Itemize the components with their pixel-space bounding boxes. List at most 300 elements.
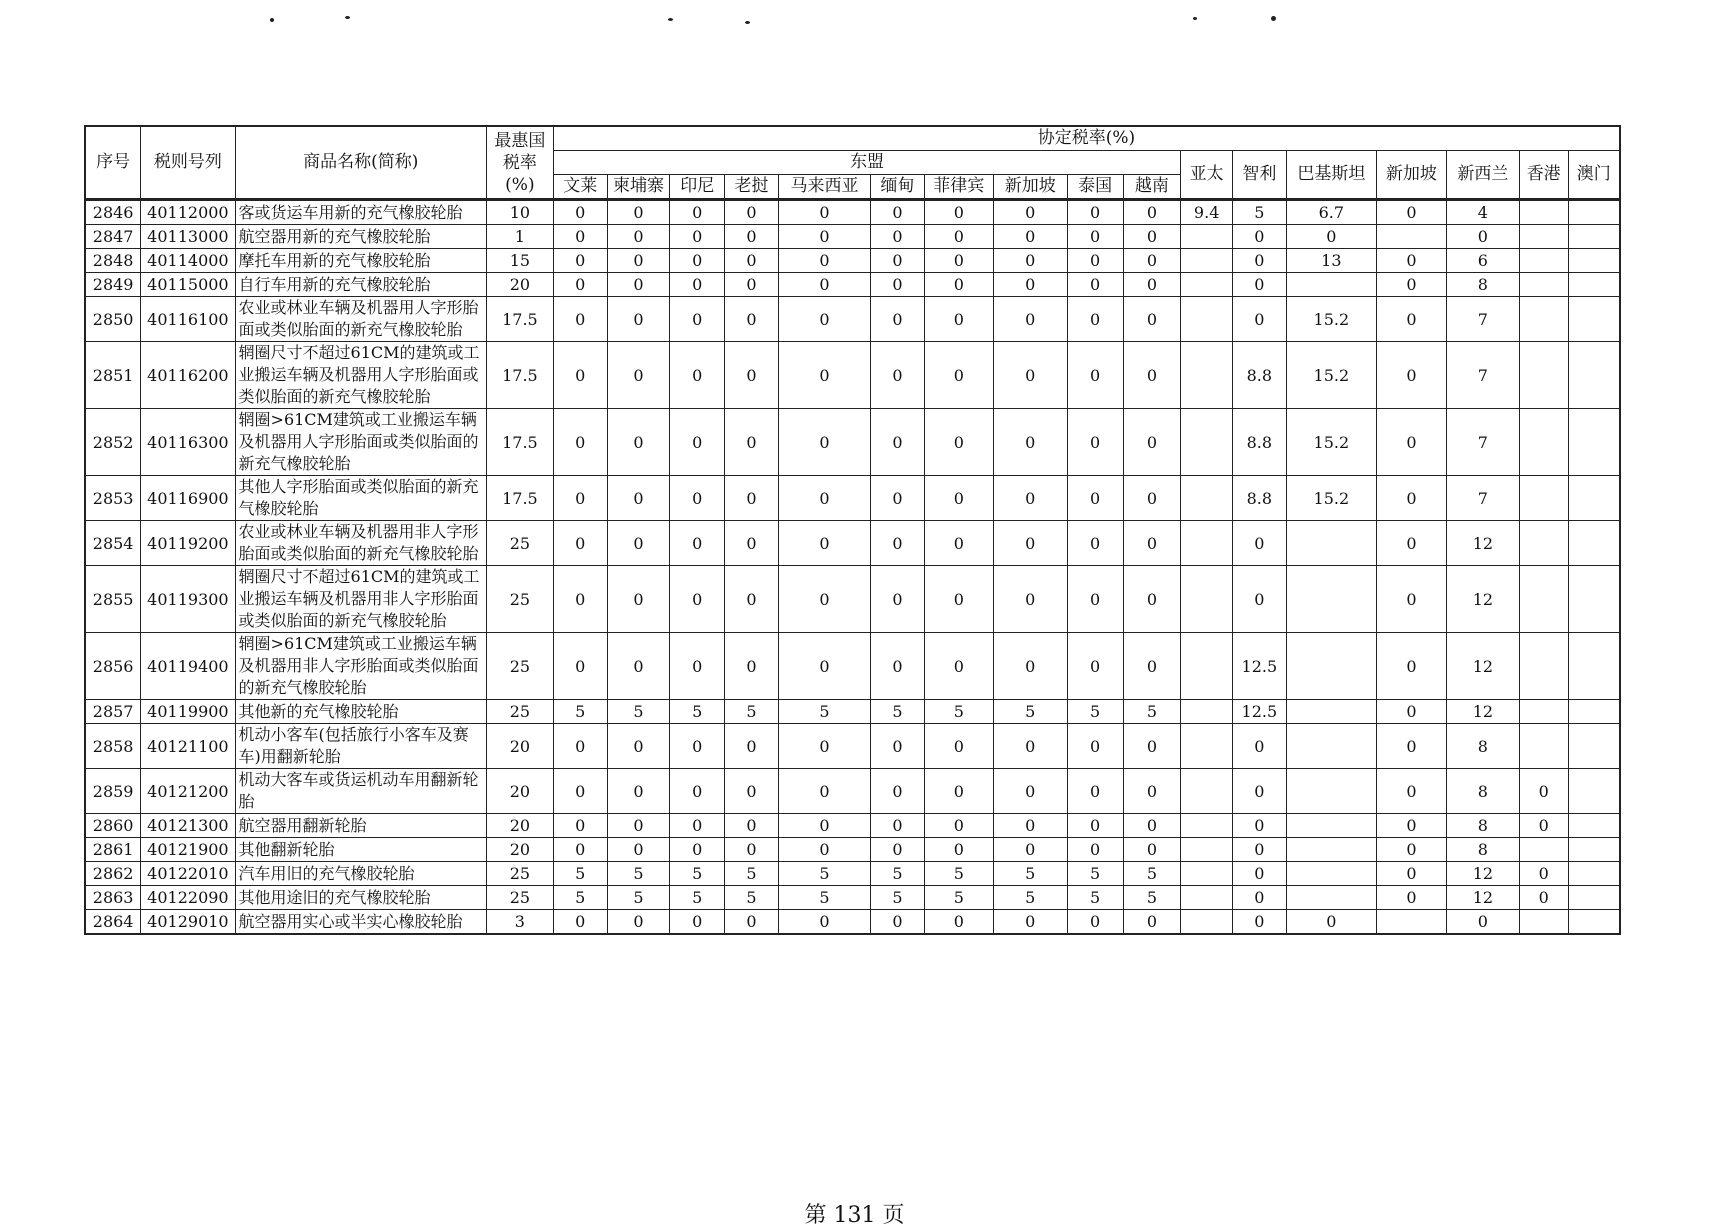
cell-mfn: 17.5 <box>486 297 553 342</box>
cell-agreement-rate <box>1519 566 1568 633</box>
cell-asean-rate: 0 <box>1123 724 1181 769</box>
cell-agreement-rate <box>1568 566 1620 633</box>
cell-agreement-rate <box>1519 297 1568 342</box>
cell-agreement-rate <box>1376 225 1446 249</box>
cell-mfn: 20 <box>486 838 553 862</box>
cell-mfn: 17.5 <box>486 476 553 521</box>
cell-seq: 2863 <box>85 886 141 910</box>
cell-agreement-rate: 0 <box>1376 862 1446 886</box>
cell-agreement-rate <box>1568 409 1620 476</box>
cell-asean-rate: 0 <box>778 566 870 633</box>
cell-seq: 2851 <box>85 342 141 409</box>
table-row <box>85 633 1620 700</box>
cell-asean-rate: 5 <box>607 886 670 910</box>
cell-asean-rate: 0 <box>778 521 870 566</box>
cell-agreement-rate <box>1181 249 1233 273</box>
cell-asean-rate: 5 <box>607 700 670 724</box>
cell-agreement-rate <box>1286 521 1376 566</box>
cell-agreement-rate: 0 <box>1519 769 1568 814</box>
cell-asean-rate: 5 <box>1123 886 1181 910</box>
cell-asean-rate: 0 <box>725 910 779 935</box>
cell-agreement-rate <box>1568 910 1620 935</box>
cell-asean-rate: 5 <box>725 862 779 886</box>
table-row <box>85 249 1620 273</box>
header-laos: 老挝 <box>725 175 779 200</box>
cell-code: 40112000 <box>141 200 235 225</box>
cell-asean-rate: 0 <box>607 200 670 225</box>
cell-asean-rate: 0 <box>553 910 607 935</box>
header-thailand: 泰国 <box>1067 175 1123 200</box>
cell-asean-rate: 0 <box>1067 521 1123 566</box>
cell-seq: 2861 <box>85 838 141 862</box>
cell-asean-rate: 0 <box>778 249 870 273</box>
cell-agreement-rate: 4 <box>1446 200 1519 225</box>
cell-mfn: 25 <box>486 886 553 910</box>
cell-agreement-rate <box>1568 249 1620 273</box>
header-myanmar: 缅甸 <box>871 175 925 200</box>
cell-asean-rate: 0 <box>1123 249 1181 273</box>
header-mfn: 最惠国税率(%) <box>486 126 553 200</box>
cell-asean-rate: 0 <box>553 297 607 342</box>
cell-agreement-rate: 8 <box>1446 769 1519 814</box>
cell-agreement-rate: 7 <box>1446 476 1519 521</box>
scan-speck <box>1193 17 1197 20</box>
cell-asean-rate: 0 <box>1067 225 1123 249</box>
cell-asean-rate: 0 <box>725 769 779 814</box>
cell-asean-rate: 0 <box>1067 769 1123 814</box>
cell-agreement-rate <box>1181 814 1233 838</box>
cell-asean-rate: 0 <box>778 838 870 862</box>
cell-asean-rate: 0 <box>670 249 725 273</box>
cell-agreement-rate: 5 <box>1233 200 1287 225</box>
cell-asean-rate: 0 <box>778 769 870 814</box>
cell-seq: 2854 <box>85 521 141 566</box>
cell-asean-rate: 0 <box>871 200 925 225</box>
cell-asean-rate: 0 <box>607 521 670 566</box>
cell-agreement-rate: 0 <box>1519 862 1568 886</box>
cell-seq: 2847 <box>85 225 141 249</box>
table-row <box>85 838 1620 862</box>
table-row <box>85 700 1620 724</box>
cell-agreement-rate <box>1568 700 1620 724</box>
cell-asean-rate: 0 <box>607 814 670 838</box>
header-name: 商品名称(简称) <box>235 126 486 200</box>
cell-asean-rate: 0 <box>924 476 993 521</box>
cell-asean-rate: 0 <box>553 273 607 297</box>
cell-name: 客或货运车用新的充气橡胶轮胎 <box>235 200 486 225</box>
cell-asean-rate: 5 <box>1067 886 1123 910</box>
cell-agreement-rate: 0 <box>1233 273 1287 297</box>
cell-agreement-rate: 0 <box>1286 225 1376 249</box>
cell-agreement-rate: 0 <box>1233 862 1287 886</box>
cell-asean-rate: 5 <box>670 700 725 724</box>
cell-asean-rate: 0 <box>553 225 607 249</box>
table-row <box>85 200 1620 225</box>
cell-agreement-rate <box>1181 521 1233 566</box>
header-agreement: 协定税率(%) <box>553 126 1620 151</box>
cell-mfn: 20 <box>486 724 553 769</box>
cell-seq: 2860 <box>85 814 141 838</box>
header-seq: 序号 <box>85 126 141 200</box>
cell-asean-rate: 0 <box>553 521 607 566</box>
cell-code: 40113000 <box>141 225 235 249</box>
cell-agreement-rate: 12.5 <box>1233 700 1287 724</box>
cell-agreement-rate: 7 <box>1446 342 1519 409</box>
cell-mfn: 20 <box>486 814 553 838</box>
cell-asean-rate: 0 <box>1067 814 1123 838</box>
cell-agreement-rate: 0 <box>1376 342 1446 409</box>
cell-asean-rate: 0 <box>871 724 925 769</box>
cell-asean-rate: 0 <box>871 476 925 521</box>
cell-seq: 2853 <box>85 476 141 521</box>
cell-seq: 2856 <box>85 633 141 700</box>
cell-agreement-rate: 0 <box>1376 409 1446 476</box>
cell-agreement-rate: 0 <box>1233 769 1287 814</box>
cell-seq: 2864 <box>85 910 141 935</box>
cell-agreement-rate <box>1568 633 1620 700</box>
cell-agreement-rate: 8.8 <box>1233 342 1287 409</box>
header-apta: 亚太 <box>1181 151 1233 200</box>
cell-name: 辋圈尺寸不超过61CM的建筑或工业搬运车辆及机器用人字形胎面或类似胎面的新充气橡胶轮胎 <box>235 342 486 409</box>
table-header <box>85 126 1620 200</box>
cell-asean-rate: 0 <box>1123 342 1181 409</box>
cell-mfn: 1 <box>486 225 553 249</box>
cell-agreement-rate <box>1181 838 1233 862</box>
cell-agreement-rate <box>1286 724 1376 769</box>
cell-agreement-rate: 0 <box>1519 814 1568 838</box>
cell-asean-rate: 0 <box>1123 566 1181 633</box>
cell-asean-rate: 0 <box>1123 521 1181 566</box>
cell-asean-rate: 0 <box>778 225 870 249</box>
cell-agreement-rate: 0 <box>1286 910 1376 935</box>
cell-asean-rate: 5 <box>993 886 1067 910</box>
cell-asean-rate: 0 <box>778 409 870 476</box>
cell-agreement-rate <box>1286 700 1376 724</box>
cell-code: 40119400 <box>141 633 235 700</box>
cell-asean-rate: 5 <box>924 700 993 724</box>
cell-asean-rate: 0 <box>607 225 670 249</box>
cell-asean-rate: 0 <box>1067 476 1123 521</box>
cell-agreement-rate <box>1568 273 1620 297</box>
cell-asean-rate: 0 <box>670 200 725 225</box>
cell-asean-rate: 0 <box>1123 838 1181 862</box>
cell-asean-rate: 0 <box>924 200 993 225</box>
cell-asean-rate: 0 <box>1067 633 1123 700</box>
cell-agreement-rate: 0 <box>1233 886 1287 910</box>
cell-agreement-rate <box>1519 200 1568 225</box>
header-singapore: 新加坡 <box>1376 151 1446 200</box>
cell-agreement-rate <box>1568 225 1620 249</box>
cell-asean-rate: 0 <box>778 342 870 409</box>
cell-asean-rate: 0 <box>924 297 993 342</box>
cell-agreement-rate: 0 <box>1446 910 1519 935</box>
cell-mfn: 15 <box>486 249 553 273</box>
cell-asean-rate: 5 <box>924 862 993 886</box>
cell-mfn: 20 <box>486 273 553 297</box>
header-indonesia: 印尼 <box>670 175 725 200</box>
cell-agreement-rate: 9.4 <box>1181 200 1233 225</box>
cell-agreement-rate: 0 <box>1376 521 1446 566</box>
cell-code: 40115000 <box>141 273 235 297</box>
cell-agreement-rate <box>1181 342 1233 409</box>
cell-agreement-rate <box>1181 476 1233 521</box>
cell-seq: 2846 <box>85 200 141 225</box>
cell-agreement-rate <box>1286 633 1376 700</box>
cell-agreement-rate <box>1181 566 1233 633</box>
cell-agreement-rate: 0 <box>1376 724 1446 769</box>
cell-asean-rate: 0 <box>670 910 725 935</box>
cell-asean-rate: 5 <box>871 700 925 724</box>
cell-asean-rate: 0 <box>778 273 870 297</box>
cell-agreement-rate: 0 <box>1376 476 1446 521</box>
cell-asean-rate: 5 <box>778 886 870 910</box>
cell-agreement-rate: 12 <box>1446 521 1519 566</box>
cell-asean-rate: 0 <box>924 342 993 409</box>
cell-asean-rate: 0 <box>778 200 870 225</box>
cell-asean-rate: 0 <box>1123 409 1181 476</box>
cell-name: 汽车用旧的充气橡胶轮胎 <box>235 862 486 886</box>
table-row <box>85 273 1620 297</box>
header-chile: 智利 <box>1233 151 1287 200</box>
cell-asean-rate: 0 <box>924 273 993 297</box>
cell-asean-rate: 0 <box>778 724 870 769</box>
cell-agreement-rate <box>1568 862 1620 886</box>
cell-asean-rate: 5 <box>553 862 607 886</box>
cell-agreement-rate <box>1568 476 1620 521</box>
cell-seq: 2852 <box>85 409 141 476</box>
cell-agreement-rate <box>1519 838 1568 862</box>
cell-asean-rate: 0 <box>993 566 1067 633</box>
cell-agreement-rate: 0 <box>1233 910 1287 935</box>
cell-agreement-rate: 0 <box>1233 566 1287 633</box>
cell-asean-rate: 0 <box>871 566 925 633</box>
table-row <box>85 342 1620 409</box>
cell-agreement-rate: 12 <box>1446 700 1519 724</box>
cell-asean-rate: 0 <box>1123 476 1181 521</box>
cell-seq: 2858 <box>85 724 141 769</box>
cell-asean-rate: 0 <box>670 769 725 814</box>
scan-speck <box>1271 16 1276 21</box>
cell-asean-rate: 0 <box>607 633 670 700</box>
cell-asean-rate: 0 <box>1067 273 1123 297</box>
cell-asean-rate: 5 <box>993 862 1067 886</box>
cell-agreement-rate <box>1519 633 1568 700</box>
cell-agreement-rate: 0 <box>1519 886 1568 910</box>
cell-asean-rate: 0 <box>871 521 925 566</box>
cell-agreement-rate <box>1568 297 1620 342</box>
cell-asean-rate: 0 <box>993 521 1067 566</box>
cell-asean-rate: 0 <box>778 476 870 521</box>
cell-agreement-rate <box>1519 724 1568 769</box>
cell-asean-rate: 0 <box>778 633 870 700</box>
cell-asean-rate: 5 <box>778 700 870 724</box>
cell-asean-rate: 5 <box>725 700 779 724</box>
cell-agreement-rate: 0 <box>1233 249 1287 273</box>
cell-asean-rate: 0 <box>725 566 779 633</box>
cell-asean-rate: 0 <box>924 225 993 249</box>
table-row <box>85 724 1620 769</box>
header-pakistan: 巴基斯坦 <box>1286 151 1376 200</box>
cell-asean-rate: 0 <box>607 409 670 476</box>
header-code: 税则号列 <box>141 126 235 200</box>
cell-code: 40121100 <box>141 724 235 769</box>
cell-agreement-rate: 7 <box>1446 297 1519 342</box>
cell-asean-rate: 0 <box>670 225 725 249</box>
cell-code: 40122010 <box>141 862 235 886</box>
cell-asean-rate: 0 <box>1067 342 1123 409</box>
cell-agreement-rate <box>1519 409 1568 476</box>
cell-agreement-rate <box>1181 700 1233 724</box>
cell-agreement-rate: 0 <box>1233 724 1287 769</box>
cell-agreement-rate: 0 <box>1376 633 1446 700</box>
cell-asean-rate: 0 <box>871 838 925 862</box>
cell-code: 40114000 <box>141 249 235 273</box>
cell-agreement-rate <box>1519 521 1568 566</box>
cell-asean-rate: 5 <box>553 700 607 724</box>
cell-asean-rate: 0 <box>725 200 779 225</box>
cell-agreement-rate: 12 <box>1446 566 1519 633</box>
cell-code: 40116300 <box>141 409 235 476</box>
cell-asean-rate: 0 <box>1123 297 1181 342</box>
cell-asean-rate: 0 <box>607 910 670 935</box>
cell-agreement-rate: 0 <box>1376 838 1446 862</box>
cell-asean-rate: 0 <box>553 566 607 633</box>
header-new-zealand: 新西兰 <box>1446 151 1519 200</box>
cell-asean-rate: 0 <box>871 409 925 476</box>
cell-seq: 2850 <box>85 297 141 342</box>
cell-asean-rate: 0 <box>924 633 993 700</box>
tariff-table <box>84 125 1621 935</box>
cell-agreement-rate <box>1181 225 1233 249</box>
cell-agreement-rate <box>1181 633 1233 700</box>
header-cambodia: 柬埔寨 <box>607 175 670 200</box>
table-row <box>85 297 1620 342</box>
cell-asean-rate: 0 <box>670 521 725 566</box>
table-body <box>85 200 1620 935</box>
cell-agreement-rate: 8.8 <box>1233 476 1287 521</box>
cell-code: 40116100 <box>141 297 235 342</box>
cell-asean-rate: 0 <box>607 838 670 862</box>
cell-agreement-rate: 0 <box>1233 297 1287 342</box>
cell-mfn: 25 <box>486 862 553 886</box>
header-hong-kong: 香港 <box>1519 151 1568 200</box>
cell-agreement-rate: 0 <box>1233 814 1287 838</box>
cell-asean-rate: 0 <box>607 476 670 521</box>
table-row <box>85 814 1620 838</box>
cell-agreement-rate <box>1519 342 1568 409</box>
cell-agreement-rate <box>1286 886 1376 910</box>
cell-agreement-rate <box>1519 910 1568 935</box>
cell-asean-rate: 0 <box>1067 910 1123 935</box>
table-row <box>85 566 1620 633</box>
cell-agreement-rate: 12.5 <box>1233 633 1287 700</box>
cell-agreement-rate <box>1286 273 1376 297</box>
cell-agreement-rate <box>1286 838 1376 862</box>
cell-agreement-rate: 8 <box>1446 724 1519 769</box>
cell-asean-rate: 0 <box>553 633 607 700</box>
cell-agreement-rate: 0 <box>1233 225 1287 249</box>
cell-asean-rate: 5 <box>670 886 725 910</box>
cell-name: 辋圈尺寸不超过61CM的建筑或工业搬运车辆及机器用非人字形胎面或类似胎面的新充气橡胶轮胎 <box>235 566 486 633</box>
cell-agreement-rate <box>1181 886 1233 910</box>
cell-mfn: 25 <box>486 633 553 700</box>
cell-asean-rate: 0 <box>725 633 779 700</box>
cell-agreement-rate <box>1519 249 1568 273</box>
cell-asean-rate: 0 <box>924 838 993 862</box>
header-asean-singapore: 新加坡 <box>993 175 1067 200</box>
cell-seq: 2862 <box>85 862 141 886</box>
cell-asean-rate: 0 <box>924 724 993 769</box>
cell-code: 40129010 <box>141 910 235 935</box>
cell-asean-rate: 0 <box>1123 633 1181 700</box>
cell-name: 农业或林业车辆及机器用人字形胎面或类似胎面的新充气橡胶轮胎 <box>235 297 486 342</box>
cell-asean-rate: 5 <box>607 862 670 886</box>
cell-agreement-rate: 8.8 <box>1233 409 1287 476</box>
scan-speck <box>270 18 274 22</box>
cell-agreement-rate: 0 <box>1376 700 1446 724</box>
cell-agreement-rate <box>1519 273 1568 297</box>
scan-speck <box>745 21 750 24</box>
cell-asean-rate: 0 <box>1067 249 1123 273</box>
cell-asean-rate: 0 <box>725 476 779 521</box>
cell-agreement-rate: 0 <box>1233 838 1287 862</box>
cell-agreement-rate: 12 <box>1446 633 1519 700</box>
cell-asean-rate: 0 <box>871 225 925 249</box>
cell-asean-rate: 0 <box>553 249 607 273</box>
cell-agreement-rate <box>1519 476 1568 521</box>
cell-asean-rate: 0 <box>1123 814 1181 838</box>
cell-code: 40121900 <box>141 838 235 862</box>
cell-asean-rate: 0 <box>1123 910 1181 935</box>
table-row <box>85 910 1620 935</box>
cell-asean-rate: 5 <box>1123 862 1181 886</box>
cell-asean-rate: 0 <box>607 249 670 273</box>
cell-asean-rate: 0 <box>993 273 1067 297</box>
cell-asean-rate: 0 <box>607 273 670 297</box>
cell-name: 机动小客车(包括旅行小客车及赛车)用翻新轮胎 <box>235 724 486 769</box>
cell-asean-rate: 0 <box>993 633 1067 700</box>
cell-asean-rate: 0 <box>553 409 607 476</box>
cell-asean-rate: 5 <box>993 700 1067 724</box>
cell-agreement-rate <box>1519 700 1568 724</box>
cell-asean-rate: 0 <box>725 724 779 769</box>
cell-agreement-rate: 8 <box>1446 814 1519 838</box>
cell-asean-rate: 0 <box>993 249 1067 273</box>
cell-agreement-rate: 12 <box>1446 862 1519 886</box>
cell-agreement-rate: 0 <box>1376 297 1446 342</box>
cell-asean-rate: 0 <box>993 910 1067 935</box>
cell-agreement-rate <box>1568 769 1620 814</box>
cell-asean-rate: 0 <box>778 814 870 838</box>
cell-asean-rate: 0 <box>993 297 1067 342</box>
cell-asean-rate: 0 <box>553 342 607 409</box>
cell-agreement-rate <box>1568 814 1620 838</box>
cell-asean-rate: 0 <box>725 342 779 409</box>
cell-asean-rate: 0 <box>1067 409 1123 476</box>
cell-asean-rate: 0 <box>871 910 925 935</box>
cell-name: 其他人字形胎面或类似胎面的新充气橡胶轮胎 <box>235 476 486 521</box>
cell-asean-rate: 0 <box>725 409 779 476</box>
cell-asean-rate: 0 <box>725 249 779 273</box>
cell-asean-rate: 0 <box>670 724 725 769</box>
cell-code: 40119200 <box>141 521 235 566</box>
cell-agreement-rate <box>1181 862 1233 886</box>
cell-asean-rate: 0 <box>670 409 725 476</box>
cell-agreement-rate: 0 <box>1446 225 1519 249</box>
cell-name: 其他用途旧的充气橡胶轮胎 <box>235 886 486 910</box>
cell-asean-rate: 0 <box>1067 838 1123 862</box>
cell-agreement-rate <box>1181 910 1233 935</box>
